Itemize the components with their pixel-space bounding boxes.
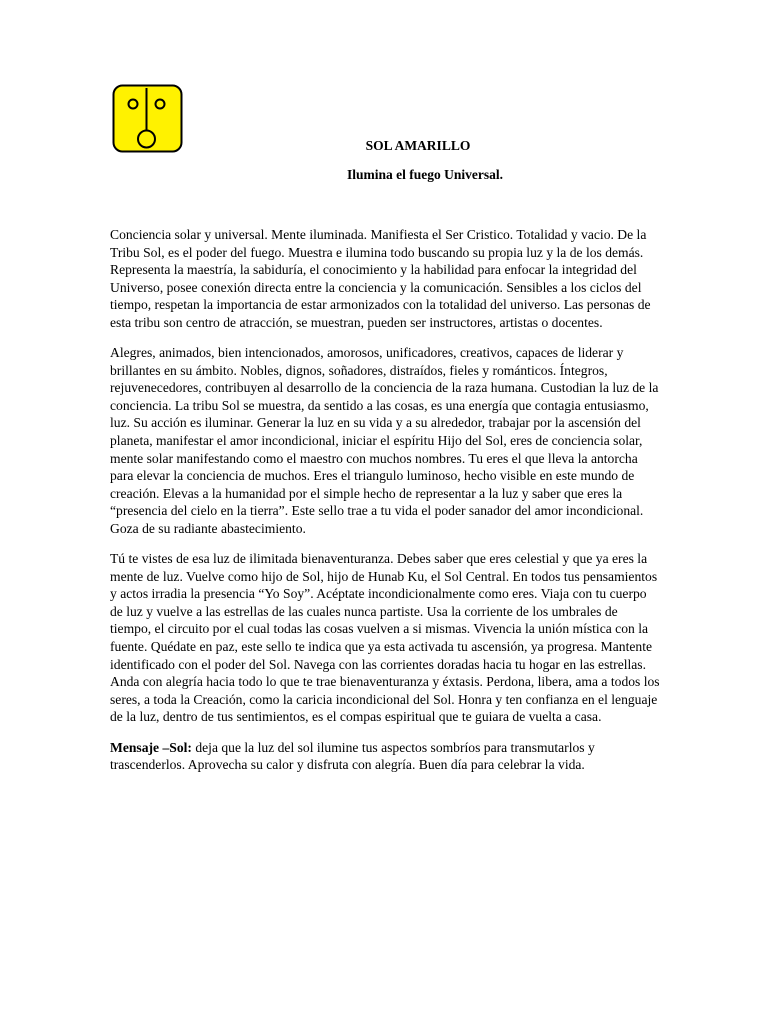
paragraph: Alegres, animados, bien intencionados, amorosos, unificadores, creativos, capaces de liderar y brillantes en su ámbito. Nobles, dignos, soñadores, distraídos, fieles y románticos. Íntegros, rejuvenecedores, contribuyen al desarrollo de la conciencia de la raza humana. Custodian la luz de la conciencia. La tribu Sol se muestra, da sentido a las cosas, es una energía que contagia entusiasmo, luz. Su acción es iluminar. Generar la luz en su vida y a su alrededor, trabajar por la ascensión del planeta, manifestar el amor incondicional, iniciar el espíritu Hijo del Sol, eres de conciencia solar, mente solar manifestando como el maestro con muchos nombres. Tu eres el que lleva la antorcha para elevar la conciencia de muchos. Eres el triangulo luminoso, hecho visible en este mundo de creación. Elevas a la humanidad por el simple hecho de representar a la luz y saber que eres la “presencia del cielo en la tierra”. Este sello trae a tu vida el poder sanador del amor incondicional. Goza de su radiante abastecimiento. — [110, 345, 659, 536]
message-paragraph — [110, 739, 661, 774]
document-subtitle: Ilumina el fuego Universal. — [346, 167, 503, 182]
message-lead: Mensaje –Sol: — [110, 739, 192, 755]
document-body — [110, 226, 661, 786]
message-text: deja que la luz del sol ilumine tus aspectos sombríos para transmutarlos y trascenderlos. Aprovecha su calor y disfruta con alegría. Buen día para celebrar la vida. — [110, 739, 595, 773]
paragraph: Conciencia solar y universal. Mente iluminada. Manifiesta el Ser Cristico. Totalidad y vacio. De la Tribu Sol, es el poder del fuego. Muestra e ilumina todo buscando su propia luz y la de los demás. Representa la maestría, la sabiduría, el conocimiento y la habilidad para enfocar la integridad del Universo, posee conexión directa entre la conciencia y la comunicación. Sensibles a los ciclos del tiempo, respetan la importancia de estar armonizados con la totalidad del universo. Las personas de esta tribu son centro de atracción, se muestran, pueden ser instructores, artistas o docentes. — [110, 227, 651, 330]
paragraph: Tú te vistes de esa luz de ilimitada bienaventuranza. Debes saber que eres celestial y que ya eres la mente de luz. Vuelve como hijo de Sol, hijo de Hunab Ku, el Sol Central. En todos tus pensamientos y actos irradia la presencia “Yo Soy”. Acéptate incondicionalmente como eres. Viaja con tu cuerpo de luz y vuelve a las estrellas de las cuales nunca partiste. Usa la corriente de los umbrales de tiempo, el circuito por el cual todas las cosas vuelven a si mismas. Vivencia la unión mística con la fuente. Quédate en paz, este sello te indica que ya esta activada tu ascensión, ya progresa. Mantente identificado con el poder del Sol. Navega con las corrientes doradas hacia tu hogar en las estrellas. Anda con alegría hacia todo lo que te trae bienaventuranza y éxtasis. Perdona, libera, ama a todos los seres, a toda la Creación, como la caricia incondicional del Sol. Honra y ten confianza en el lenguaje de la luz, dentro de tus sentimientos, es el compas espiritual que te guiara de vuelta a casa. — [110, 551, 660, 725]
document-title: SOL AMARILLO — [365, 138, 471, 153]
